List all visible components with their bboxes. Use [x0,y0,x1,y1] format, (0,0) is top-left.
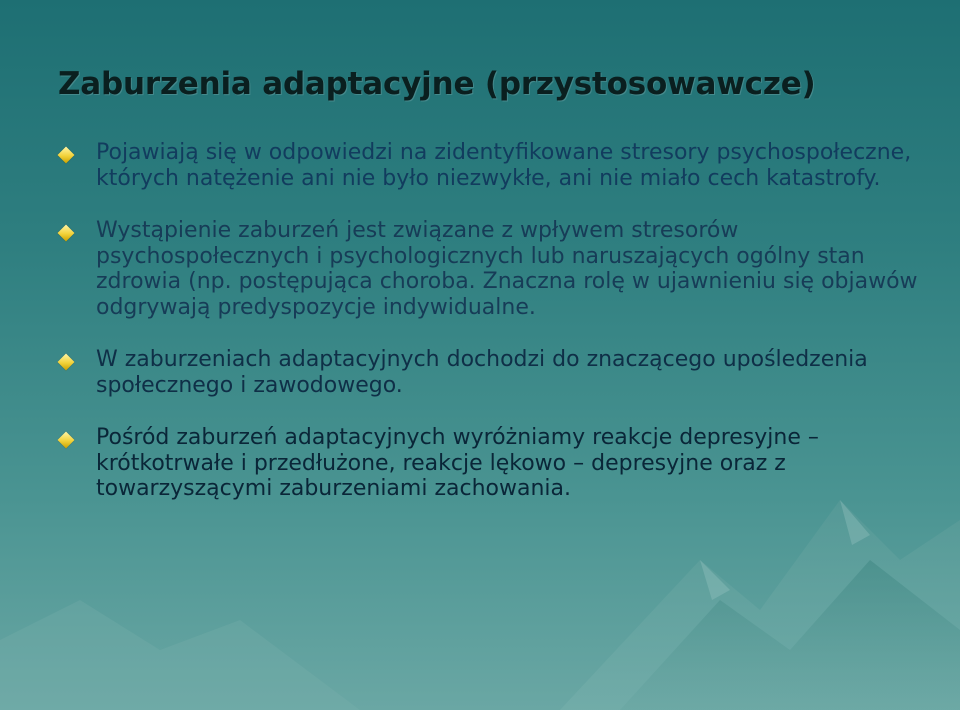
diamond-bullet-icon [58,354,75,371]
bullet-list [60,140,920,529]
bullet-item [60,140,920,191]
diamond-bullet-icon [58,147,75,164]
diamond-bullet-icon [58,225,75,242]
bullet-text: Pojawiają się w odpowiedzi na zidentyfikowane stresory psychospołeczne, których natężenie ani nie było niezwykłe, ani nie miało cech katastrofy. [96,140,912,191]
bullet-item [60,425,920,502]
bullet-text: Wystąpienie zaburzeń jest związane z wpływem stresorów psychospołecznych i psychologicznych lub naruszających ogólny stan zdrowia (np. postępująca choroba. Znaczna rolę w ujawnieniu się objawów odgrywają predyspozycje indywidualne. [96,218,918,320]
bullet-text: W zaburzeniach adaptacyjnych dochodzi do znaczącego upośledzenia społecznego i zawodowego. [96,347,868,398]
bullet-item [60,347,920,398]
slide-title: Zaburzenia adaptacyjne (przystosowawcze) [58,66,816,102]
bullet-item [60,218,920,320]
bullet-text: Pośród zaburzeń adaptacyjnych wyróżniamy reakcje depresyjne – krótkotrwałe i przedłużone, reakcje lękowo – depresyjne oraz z towarzyszącymi zaburzeniami zachowania. [96,425,819,501]
diamond-bullet-icon [58,432,75,449]
